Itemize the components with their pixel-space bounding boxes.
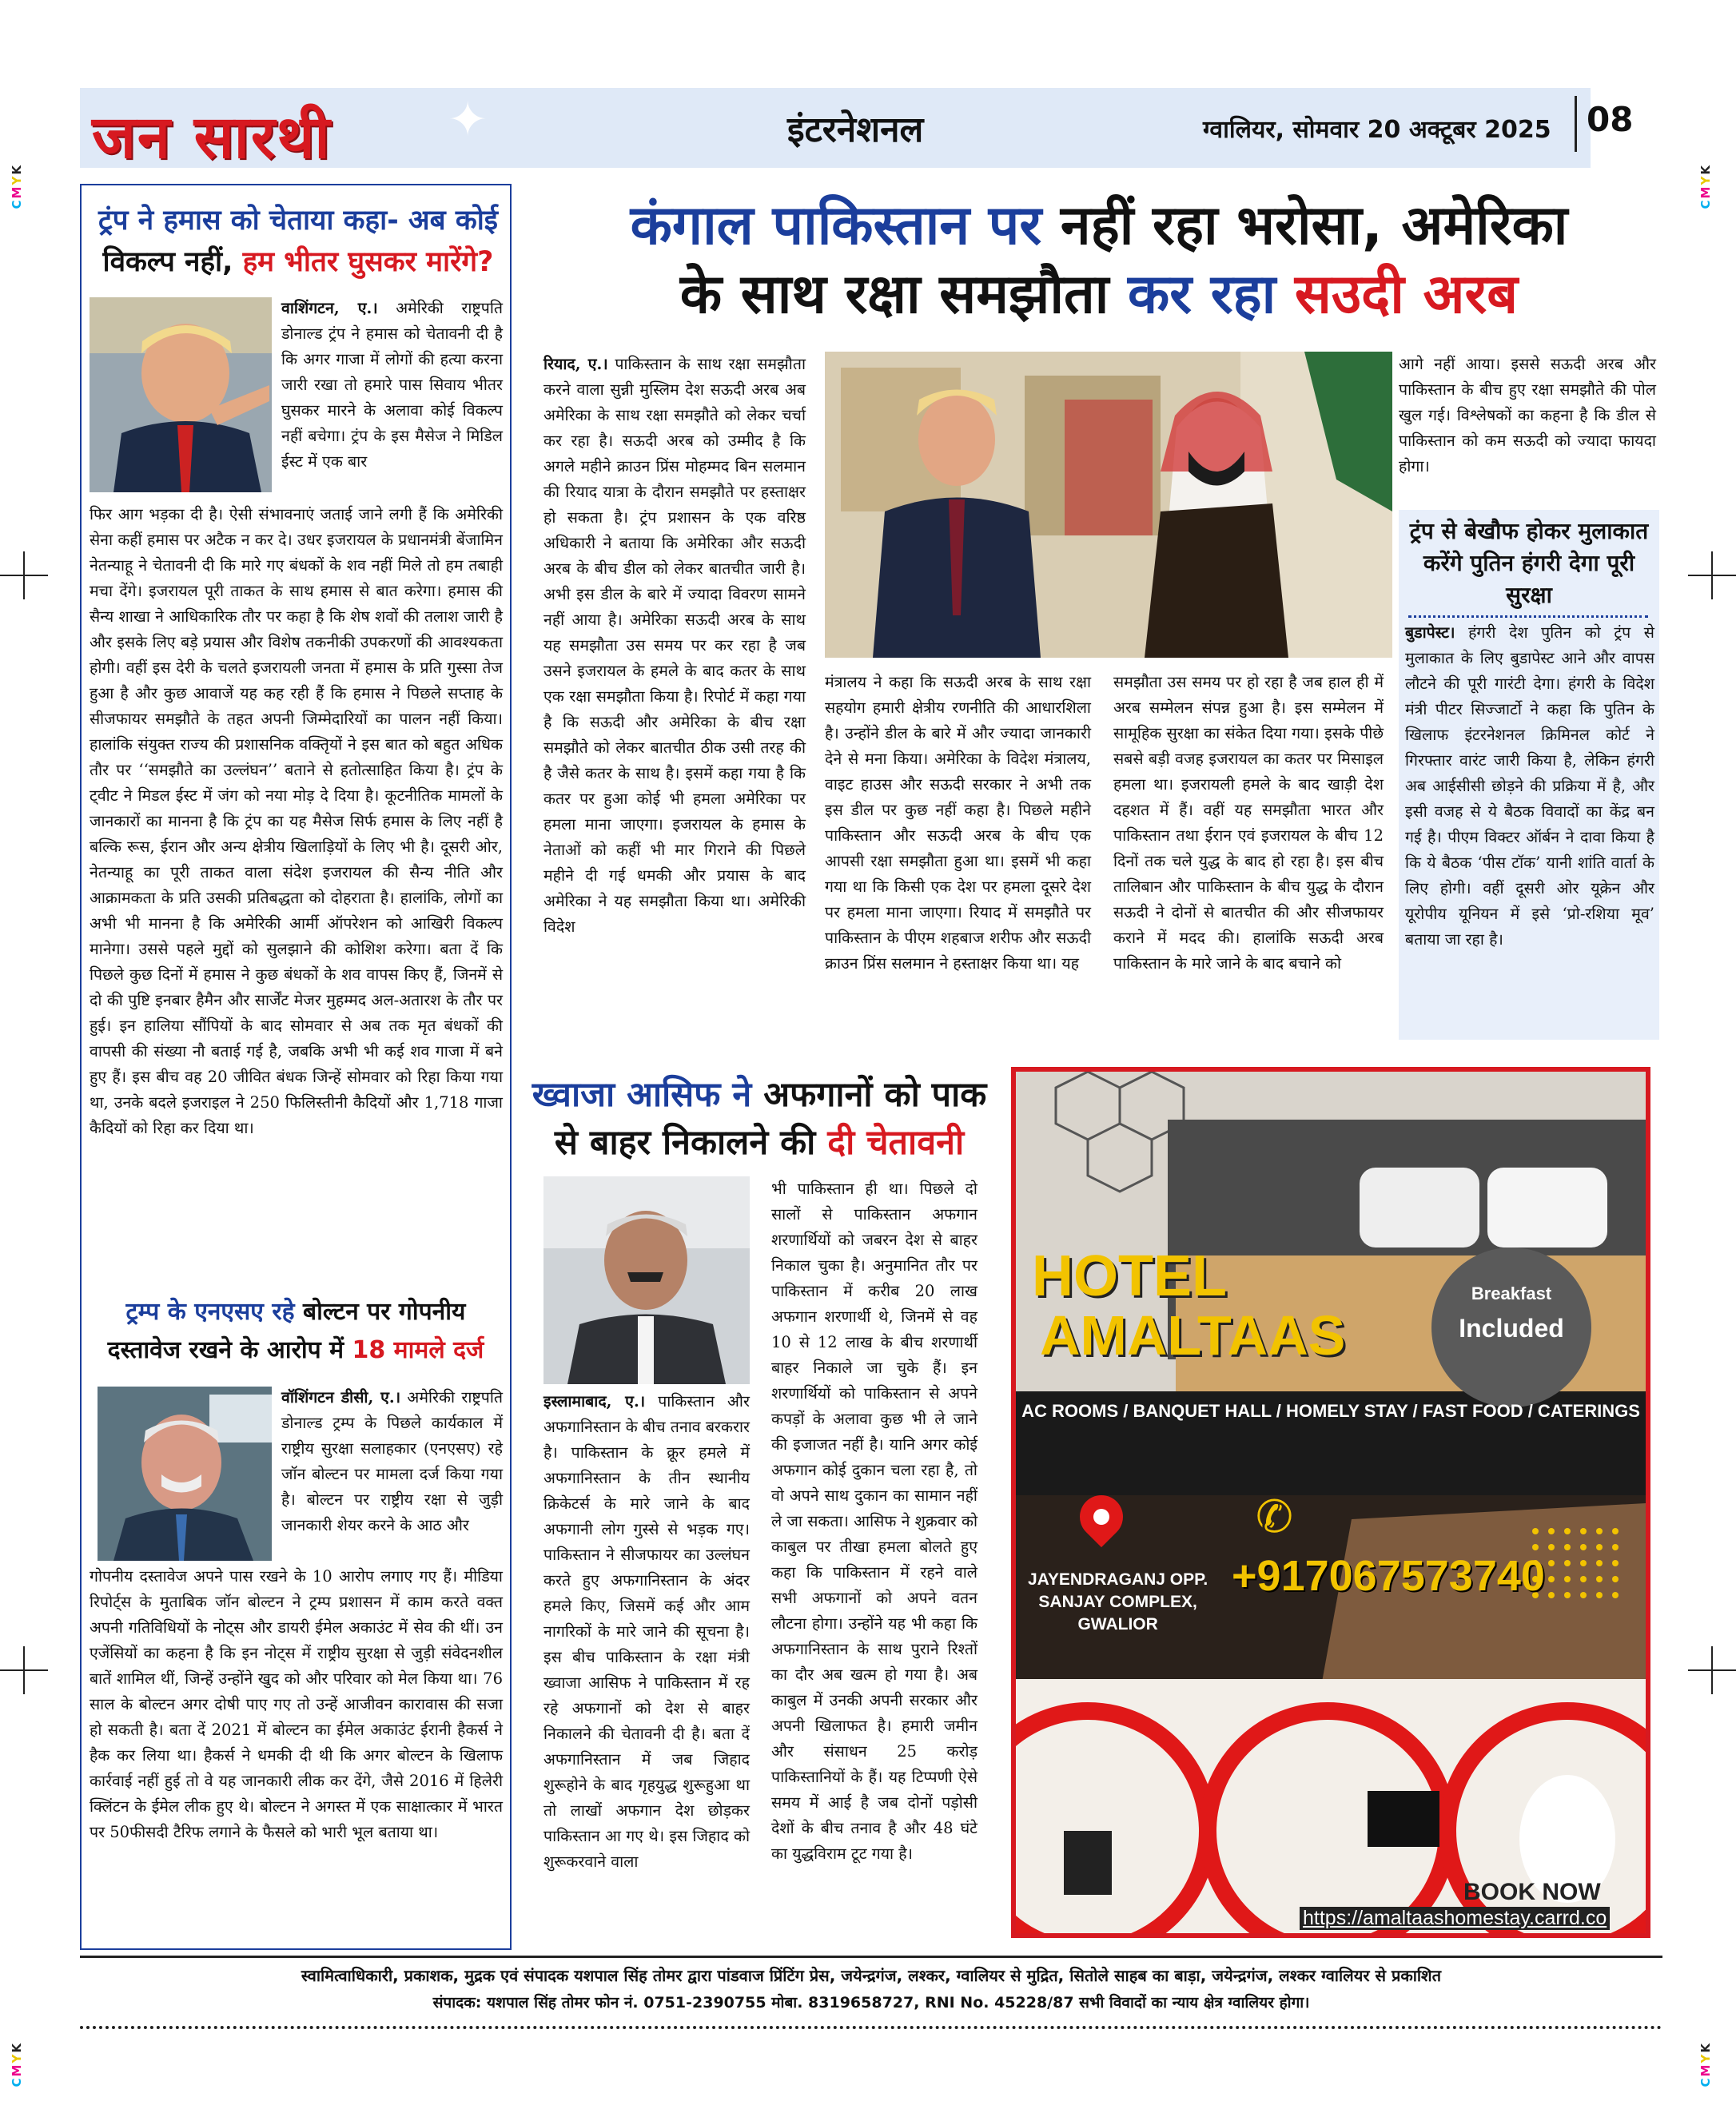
registration-mark-left-1 <box>0 551 48 599</box>
story5-headline: ख्वाजा आसिफ ने अफगानों को पाक से बाहर निकालने की दी चेतावनी <box>532 1075 987 1163</box>
masthead-logo: जन सारथी <box>92 103 332 172</box>
trump-mbs-photo <box>825 352 1392 658</box>
story1-headline: ट्रंप ने हमास को चेताया कहा- अब कोई विकल्प नहीं, हम भीतर घुसकर मारेंगे? <box>98 205 498 278</box>
story2-body: गोपनीय दस्तावेज अपने पास रखने के 10 आरोप लगाए गए हैं। मीडिया रिपोर्ट्स के मुताबिक जॉन बोल्टन ने ट्रम्प प्रशासन में काम करते वक्त अपनी गतिविधियों के नोट्स और डायरी ईमेल अकाउंट में सेव की थीं। उन एजेंसियों का कहना है कि इन नोट्स में राष्ट्रीय सुरक्षा से जुड़ी संवेदनशील बातें शामिल थीं, जिन्हें उन्होंने खुद को और परिवार को मेल किया था। 76 साल के बोल्टन अगर दोषी पाए गए तो उन्हें आजीवन कारावास की सजा हो सकती है। बता दें 2021 में बोल्टन का ईमेल अकाउंट ईरानी हैकर्स ने हैक कर लिया था। हैकर्स ने धमकी दी थी कि अगर बोल्टन के खिलाफ कार्रवाई नहीं हुई तो वे यह जानकारी लीक कर देंगे, जैसे 2016 में हिलेरी क्लिंटन के ईमेल लीक हुए थे। बोल्टन ने अगस्त में एक साक्षात्कार में भारत पर 50फीसदी टैरिफ लगाने के फैसले को भारी भूल बताया था। <box>90 1567 503 1841</box>
bolton-photo <box>98 1387 272 1561</box>
lead-column-4: आगे नहीं आया। इससे सऊदी अरब और पाकिस्तान के बीच हुए रक्षा समझौते की पोल खुल गई। विश्लेषकों का कहना है कि डील से पाकिस्तान को कम सऊदी को ज्यादा फायदा होगा। <box>1399 355 1656 476</box>
story1-wrap-text: वाशिंगटन, ए.। अमेरिकी राष्ट्रपति डोनाल्ड ट्रंप ने हमास को चेतावनी दी है कि अगर गाजा में लोगों की हत्या करना जारी रखा तो हमारे पास सिवाय भीतर घुसकर मारने के अलावा कोई विकल्प नहीं बचेगा। ट्रंप के इस मैसेज ने मिडिल ईस्ट में एक बार <box>281 299 504 471</box>
services-strip: AC ROOMS / BANQUET HALL / HOMELY STAY / FAST FOOD / CATERINGS <box>1021 1401 1640 1421</box>
page-divider <box>1575 96 1577 152</box>
registration-mark-right-1 <box>1688 551 1736 599</box>
cmyk-mark-bottom-right: CMYK <box>1698 2042 1713 2087</box>
registration-mark-right-2 <box>1688 1646 1736 1694</box>
story2-wrap-text: वॉशिंगटन डीसी, ए.। अमेरिकी राष्ट्रपति डोनाल्ड ट्रम्प के पिछले कार्यकाल में राष्ट्रीय सुरक्षा सलाहकार (एनएसए) रहे जॉन बोल्टन पर मामला दर्ज किया गया है। बोल्टन पर राष्ट्रीय रक्षा से जुड़ी जानकारी शेयर करने के आठ और <box>281 1388 503 1534</box>
lead-headline: कंगाल पाकिस्तान पर नहीं रहा भरोसा, अमेरिका के साथ रक्षा समझौता कर रहा सउदी अरब <box>630 194 1568 326</box>
cmyk-mark-top-right: CMYK <box>1698 164 1713 209</box>
trump-photo <box>90 297 272 492</box>
included-label: Included <box>1459 1314 1564 1343</box>
dateline-top: ग्वालियर, सोमवार 20 अक्टूबर 2025 <box>1203 116 1551 144</box>
lead-column-3: समझौता उस समय पर हो रहा है जब हाल ही में अरब सम्मेलन संपन्न हुआ है। इस सम्मेलन में सामूहिक सुरक्षा का संकेत दिया गया। इसके पीछे सबसे बड़ी वजह इजरायल का कतर पर मिसाइल हमला था। इजरायली हमले के बाद खाड़ी देश दहशत में हैं। वहीं यह समझौता भारत और पाकिस्तान तथा ईरान एवं इजरायल के बीच 12 दिनों तक चले युद्ध के बाद हो रहा है। इस बीच तालिबान और पाकिस्तान के बीच युद्ध के दौरान सऊदी ने दोनों से बातचीत की और सीजफायर कराने में मदद की। हालांकि सऊदी अरब पाकिस्तान के मारे जाने के बाद बचाने को <box>1113 673 1384 973</box>
hotel-ad[interactable] <box>1011 1067 1650 1938</box>
footer-rule <box>80 1956 1662 1958</box>
footer-color-bar <box>80 2026 1662 2029</box>
phone-icon: ✆ <box>1256 1491 1293 1543</box>
footer-line-2: संपादक: यशपाल सिंह तोमर फोन नं. 0751-2390755 मोबा. 8319658727, RNI No. 45228/87 सभी विवादों का न्याय क्षेत्र ग्वालियर होगा। <box>432 1994 1310 2012</box>
breakfast-label: Breakfast <box>1471 1283 1552 1303</box>
breakfast-badge <box>1431 1248 1591 1407</box>
lead-column-2: मंत्रालय ने कहा कि सऊदी अरब के साथ रक्षा सहयोग हमारी क्षेत्रीय रणनीति की आधारशिला है। उन्होंने डील के बारे में और ज्यादा जानकारी देने से मना किया। अमेरिका के विदेश मंत्रालय, वाइट हाउस और सऊदी सरकार ने अभी तक इस डील पर कुछ नहीं कहा है। पिछले महीने पाकिस्तान और सऊदी अरब के बीच एक आपसी रक्षा समझौता हुआ था। इसमें भी कहा गया था कि किसी एक देश पर हमला दूसरे देश पर हमला माना जाएगा। रियाद में समझौते पर पाकिस्तान के पीएम शहबाज शरीफ और सऊदी क्राउन प्रिंस सलमान ने हस्ताक्षर किया था। यह <box>825 673 1091 973</box>
website-link[interactable]: https://amaltaashomestay.carrd.co <box>1300 1907 1610 1930</box>
story5-column-2: भी पाकिस्तान ही था। पिछले दो सालों से पाकिस्तान अफगान शरणार्थियों को जबरन देश से बाहर निकाल चुका है। अनुमानित तौर पर पाकिस्तान में करीब 20 लाख अफगान शरणार्थी थे, जिनमें से वह 10 से 12 लाख के बीच शरणार्थी बाहर निकाले जा चुके हैं। इन शरणार्थियों को पाकिस्तान से अपने कपड़ों के अलावा कुछ भी ले जाने की इजाजत नहीं है। यानि अगर कोई अफगान कोई दुकान चला रहा है, तो वो अपने साथ दुकान का सामान नहीं ले जा सकता। आसिफ ने शुक्रवार को काबुल पर तीखा हमला बोलते हुए कहा कि पाकिस्तान में रहने वाले सभी अफगानों को अपने वतन लौटना होगा। उन्होंने यह भी कहा कि अफगानिस्तान के साथ पुराने रिश्तों का दौर अब खत्म हो गया है। अब काबुल में उनकी अपनी सरकार और अपनी खिलाफत है। हमारी जमीन और संसाधन 25 करोड़ पाकिस्तानियों के हैं। यह टिप्पणी ऐसे समय में आई है जब दोनों पड़ोसी देशों के बीच तनाव है और 48 घंटे का युद्धविराम टूट गया है। <box>771 1180 977 1863</box>
page-number: 08 <box>1587 100 1634 139</box>
story4-body: बुडापेस्ट। हंगरी देश पुतिन को ट्रंप से मुलाकात के लिए बुडापेस्ट आने और वापस लौटने की पूरी गारंटी देगा। हंगरी के विदेश मंत्री पीटर सिज्जार्टो ने कहा कि पुतिन के खिलाफ इंटरनेशनल क्रिमिनल कोर्ट ने गिरफ्तार वारंट जारी किया है, लेकिन हंगरी अब आईसीसी छोड़ने की प्रक्रिया में है, और इसी वजह से ये बैठक विवादों का केंद्र बन गई है। पीएम विक्टर ऑर्बन ने दावा किया है कि ये बैठक ‘पीस टॉक’ यानी शांति वार्ता के लिए होगी। वहीं दूसरी ओर यूक्रेन और यूरोपीय यूनियन में इसे ‘प्रो-रशिया मूव’ बताया जा रहा है। <box>1405 623 1654 949</box>
cmyk-mark-top-left: CMYK <box>10 164 24 209</box>
phone-number[interactable]: +917067573740 <box>1232 1552 1545 1600</box>
footer-line-1: स्वामित्वाधिकारी, प्रकाशक, मुद्रक एवं संपादक यशपाल सिंह तोमर द्वारा पांडवाज प्रिंटिंग प्रेस, जयेन्द्रगंज, लश्कर, ग्वालियर से मुद्रित, सितोले साहब का बाड़ा, जयेन्द्रगंज, लश्कर ग्वालियर से प्रकाशित <box>301 1966 1442 1985</box>
story5-column-1: इस्लामाबाद, ए.। पाकिस्तान और अफगानिस्तान के बीच तनाव बरकरार है। पाकिस्तान के क्रूर हमले में अफगानिस्तान के तीन स्थानीय क्रिकेटर्स के मारे जाने के बाद अफगानी लोग गुस्से से भड़क गए। पाकिस्तान ने सीजफायर का उल्लंघन करते हुए अफगानिस्तान के अंदर हमले किए, जिसमें कई और आम नागरिकों के मारे जाने की सूचना है। इस बीच पाकिस्तान के रक्षा मंत्री ख्वाजा आसिफ ने पाकिस्तान में रह रहे अफगानों को देश से बाहर निकालने की चेतावनी दी है। बता दें अफगानिस्तान में जब जिहाद शुरूहोने के बाद गृहयुद्ध शुरूहुआ था तो लाखों अफगान देश छोड़कर पाकिस्तान आ गए थे। इस जिहाद को शुरूकरवाने वाला <box>543 1392 750 1871</box>
masthead-star-icon: ✦ <box>448 92 488 148</box>
story4-headline: ट्रंप से बेखौफ होकर मुलाकात करेंगे पुतिन हंगरी देगा पूरी सुरक्षा <box>1409 518 1649 608</box>
lead-column-1: रियाद, ए.। पाकिस्तान के साथ रक्षा समझौता करने वाला सुन्नी मुस्लिम देश सऊदी अरब अब अमेरिका के साथ रक्षा समझौते को लेकर चर्चा कर रहा है। सऊदी अरब को उम्मीद है कि अगले महीने क्राउन प्रिंस मोहम्मद बिन सलमान की रियाद यात्रा के दौरान समझौते पर हस्ताक्षर हो सकता है। ट्रंप प्रशासन के एक वरिष्ठ अधिकारी ने बताया कि अमेरिका और सऊदी अरब के बीच डील को लेकर बातचीत जारी है। अभी इस डील के बारे में ज्यादा विवरण सामने नहीं आया है। अमेरिका सऊदी अरब के साथ यह समझौता उस समय पर कर रहा है जब उसने इजरायल के हमले के बाद कतर के साथ एक रक्षा समझौता किया है। रिपोर्ट में कहा गया है कि सऊदी और अमेरिका के बीच रक्षा समझौते को लेकर बातचीत ठीक उसी तरह की है जैसे कतर के साथ है। इसमें कहा गया है कि कतर पर हुआ कोई भी हमला अमेरिका पर हमला माना जाएगा। इजरायल के हमास के नेताओं को कहीं भी मार गिराने की पिछले महीने दी गई धमकी और प्रयास के बाद अमेरिका ने यह समझौता किया था। अमेरिकी विदेश <box>543 355 806 936</box>
story2-headline: ट्रम्प के एनएसए रहे बोल्टन पर गोपनीय दस्तावेज रखने के आरोप में 18 मामले दर्ज <box>107 1298 484 1364</box>
hotel-name: AMALTAAS <box>1040 1304 1346 1367</box>
section-title: इंटरनेशनल <box>787 109 924 150</box>
registration-mark-left-2 <box>0 1646 48 1694</box>
cmyk-mark-bottom-left: CMYK <box>10 2042 24 2087</box>
book-now-button[interactable]: BOOK NOW <box>1463 1879 1601 1905</box>
story4-rule <box>1408 615 1648 618</box>
address-block: JAYENDRAGANJ OPP. SANJAY COMPLEX, GWALIOR <box>1028 1570 1208 1633</box>
hotel-word: HOTEL <box>1032 1244 1227 1308</box>
story1-body: फिर आग भड़का दी है। ऐसी संभावनाएं जताई जाने लगी हैं कि अमेरिकी सेना कहीं हमास पर अटैक न कर दे। उधर इजरायल के प्रधानमंत्री बेंजामिन नेतन्याहू ने चेतावनी दी कि मारे गए बंधकों के शव नहीं मिले तो हम तबाही मचा देंगे। इजरायल पूरी ताकत के साथ हमास से बात करेगा। हमास की सैन्य शाखा ने आधिकारिक तौर पर कहा है कि शेष शवों की तलाश जारी है और इसके लिए बड़े प्रयास और विशेष तकनीकी उपकरणों की आवश्यकता होगी। वहीं इस देरी के चलते इजरायली जनता में हमास के प्रति गुस्सा तेज हुआ है और कुछ आवाजें यह कह रही हैं कि हमास ने पिछले सप्ताह के सीजफायर समझौते के तहत अपनी जिम्मेदारियों का पालन नहीं किया। हालांकि संयुक्त राज्य की प्रशासनिक वक्तिृयों ने इस बात को बहुत अधिक तौर पर ‘‘समझौते का उल्लंघन’’ बताने से हतोत्साहित किया है। ट्रंप के ट्वीट ने मिडल ईस्ट में जंग को नया मोड़ दे दिया है। कूटनीतिक मामलों के जानकारों का मानना है कि ट्रंप का यह मैसेज सिर्फ हमास के लिए नहीं है बल्कि रूस, ईरान और अन्य क्षेत्रीय खिलाड़ियों के लिए भी है। दूसरी ओर, नेतन्याहू का पूरी ताकत वाला संदेश इजरायल की सैन्य नीति और आक्रामकता के प्रति उसकी प्रतिबद्धता को दोहराता है। हालांकि, लोगों का अभी भी मानना है कि अमेरिकी आर्मी ऑपरेशन को आखिरी विकल्प मानेगा। उससे पहले मुद्दों को सुलझाने की कोशिश करेगा। बता दें कि पिछले कुछ दिनों में हमास ने कुछ बंधकों के शव वापस किए हैं, जिनमें से दो की पुष्टि इनबार हैमैन और सार्जेंट मेजर मुहम्मद अल-अतारश के तौर पर हुई। इन हालिया सौंपियों के बाद सोमवार से अब तक मृत बंधकों की वापसी की संख्या नौ बताई गई है, जबकि अभी भी कई शव गाजा में बने हुए हैं। इस बीच वह 20 जीवित बंधक जिन्हें सोमवार को रिहा किया गया था, उनके बदले इजराइल ने 250 फिलिस्तीनी कैदियों और 1,718 गाजा कैदियों को रिहा कर दिया था। <box>90 505 503 1137</box>
khawaja-asif-photo <box>543 1176 750 1384</box>
